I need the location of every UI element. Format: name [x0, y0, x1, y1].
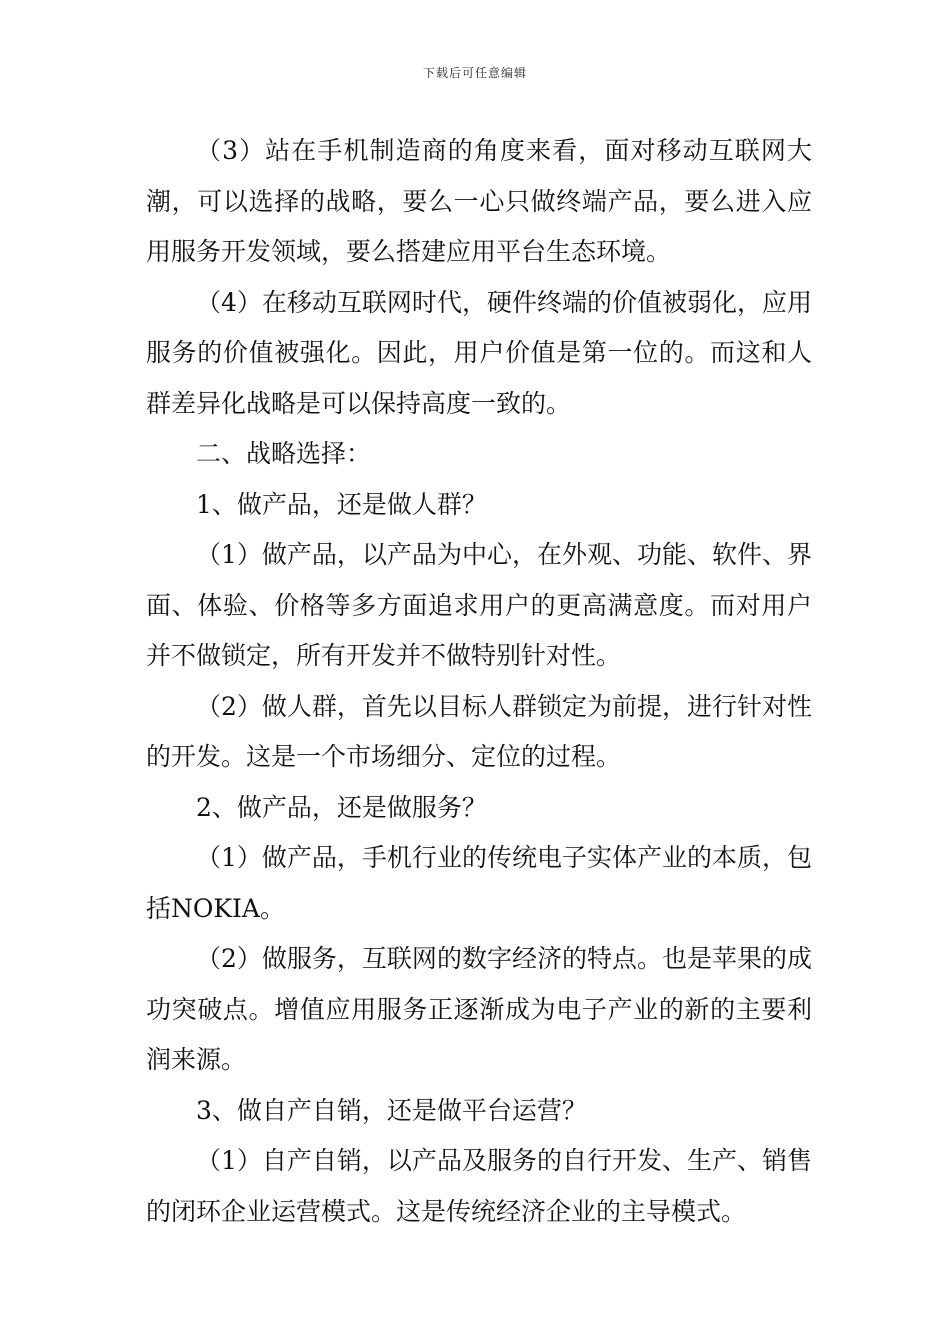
page-header: 下载后可任意编辑 [422, 66, 527, 80]
subheading-product-or-people: 1、做产品，还是做人群？ [196, 489, 487, 519]
paragraph-people-focus: （2）做人群，首先以目标人群锁定为前提，进行针对性的开发。这是一个市场细分、定位的过程。 [146, 691, 812, 771]
paragraph-service-digital: （2）做服务，互联网的数字经济的特点。也是苹果的成功突破点。增值应用服务正逐渐成为电子产业的新的主要利润来源。 [146, 944, 812, 1074]
paragraph-product-focus: （1）做产品，以产品为中心，在外观、功能、软件、界面、体验、价格等多方面追求用户的更高满意度。而对用户并不做锁定，所有开发并不做特别针对性。 [146, 540, 812, 670]
paragraph-4-user-value: （4）在移动互联网时代，硬件终端的价值被弱化，应用服务的价值被强化。因此，用户价值是第一位的。而这和人群差异化战略是可以保持高度一致的。 [146, 287, 812, 418]
paragraph-product-industry: （1）做产品，手机行业的传统电子实体产业的本质，包括NOKIA。 [146, 843, 812, 923]
subheading-self-or-platform: 3、做自产自销，还是做平台运营？ [196, 1095, 587, 1125]
document-body [146, 126, 812, 1237]
paragraph-self-production: （1）自产自销，以产品及服务的自行开发、生产、销售的闭环企业运营模式。这是传统经济企业的主导模式。 [146, 1146, 812, 1226]
section-heading-strategy-choice: 二、战略选择： [196, 439, 372, 468]
subheading-product-or-service: 2、做产品，还是做服务？ [196, 792, 487, 822]
paragraph-3-strategy-options: （3）站在手机制造商的角度来看，面对移动互联网大潮，可以选择的战略，要么一心只做终端产品，要么进入应用服务开发领域，要么搭建应用平台生态环境。 [146, 136, 812, 266]
